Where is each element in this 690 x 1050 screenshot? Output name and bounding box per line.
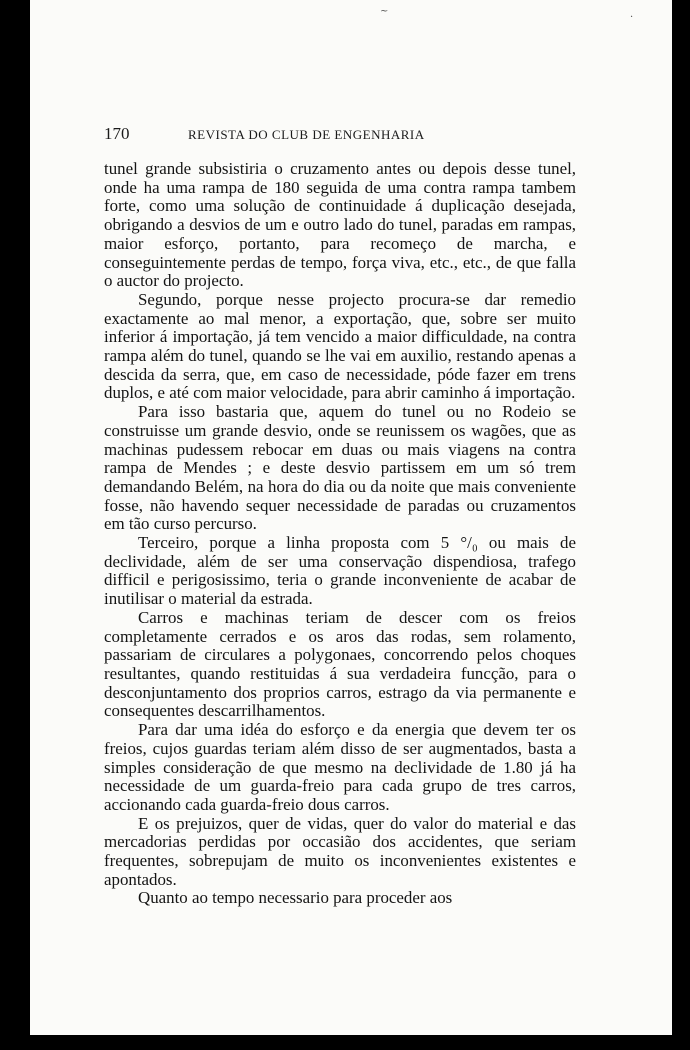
paragraph: Carros e machinas teriam de descer com os freios completamente cerrados e os aros das rodas, sem rolamento, passariam de circulares a polygonaes, concorrendo pelos choques resultantes, quando restituidas á sua verdadeira funcção, para o desconjuntamento dos proprios carros, estrago da via permanente e consequentes descarrilhamentos. [104,607,576,721]
paragraph: Quanto ao tempo necessario para proceder aos [138,888,453,908]
paragraph: E os prejuizos, quer de vidas, quer do valor do material e das mercadorias perdidas por occasião dos accidentes, que seriam frequentes, sobrepujam de muito os inconvenientes existentes e apontados. [104,813,576,889]
paragraph: Para dar uma idéa do esforço e da energia que devem ter os freios, cujos guardas teriam além disso de ser augmentados, basta a simples consideração de que mesmo na declividade de 1.80 já ha necessidade de um guarda-freio para cada grupo de tres carros, accionando cada guarda-freio dous carros. [104,720,576,814]
scan-speck: · [630,12,634,23]
article-body [104,160,576,908]
page-number: 170 [104,124,130,143]
paragraph: tunel grande subsistiria o cruzamento antes ou depois desse tunel, onde ha uma rampa de 180 seguida de uma contra rampa tambem forte, como uma solução de continuidade á duplicação desejada, obrigando a desvios de um e outro lado do tunel, paradas em rampas, maior esforço, portanto, para recomeço de marcha, e conseguintemente perdas de tempo, força viva, etc., etc., de que falla o auctor do projecto. [104,159,576,291]
paragraph: Para isso bastaria que, aquem do tunel ou no Rodeio se construisse um grande desvio, onde se reunissem os wagões, que as machinas pudessem rebocar em duas ou mais viagens na contra rampa de Mendes ; e deste desvio partissem em um só trem demandando Belém, na hora do dia ou da noite que mais conveniente fosse, não havendo sequer necessidade de paradas ou cruzamentos em tão curso percurso. [104,402,576,534]
page-header [104,124,574,144]
scan-speck: ~ [380,6,389,17]
paragraph: Segundo, porque nesse projecto procura-se dar remedio exactamente ao mal menor, a exportação, que, sobre ser muito inferior á importação, já tem vencido a maior difficuldade, na contra rampa além do tunel, quando se lhe vai em auxilio, restando apenas a descida da serra, que, em caso de necessidade, póde fazer em trens duplos, e até com maior velocidade, para abrir caminho á importação. [104,289,576,403]
running-title: REVISTA DO CLUB DE ENGENHARIA [188,127,425,142]
paragraph: Terceiro, porque a linha proposta com 5 °/₀ ou mais de declividade, além de ser uma conservação dispendiosa, trafego difficil e perigosissimo, teria o grande inconveniente de acabar de inutilisar o material da estrada. [104,533,576,609]
